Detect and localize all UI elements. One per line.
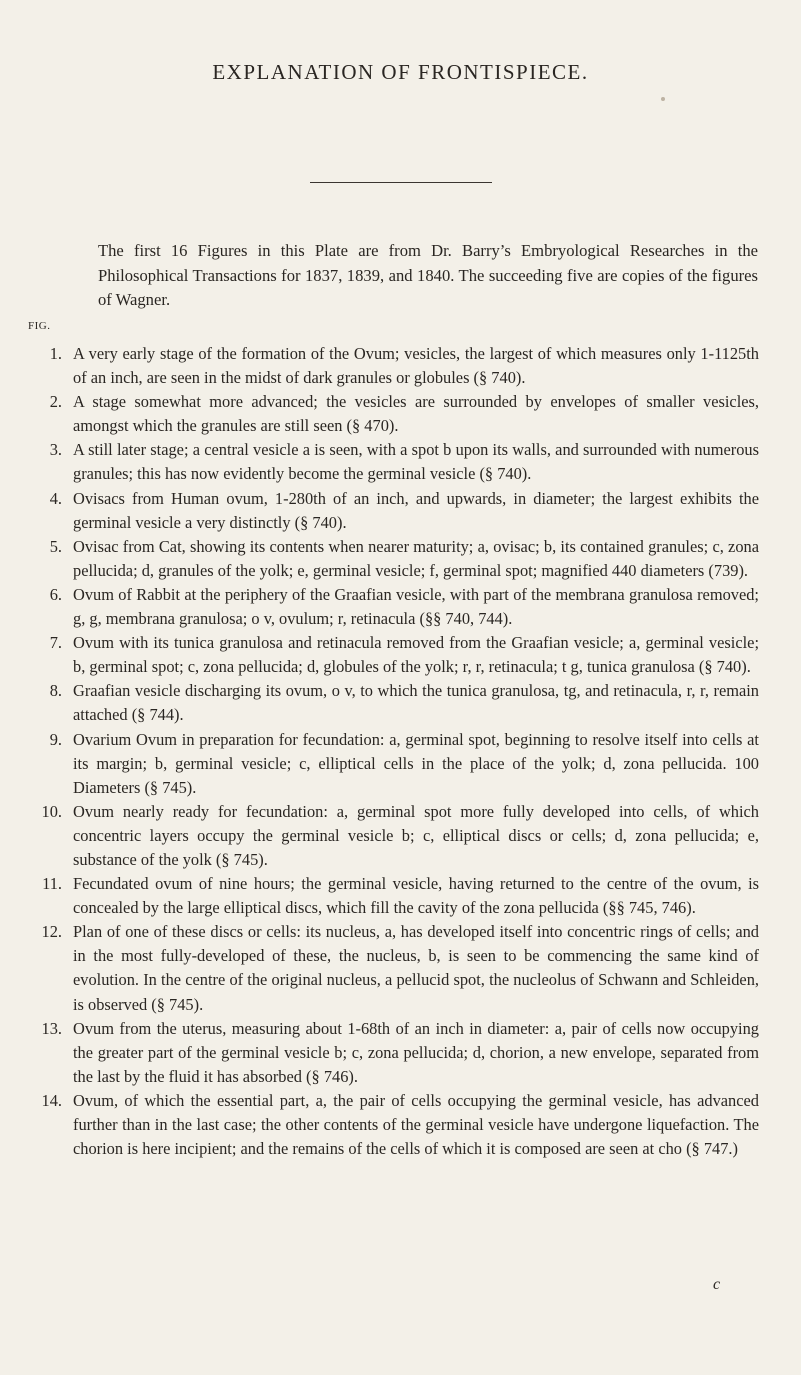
figure-description: Graafian vesicle discharging its ovum, o v, to which the tunica granulosa, tg, and retinacula, r, r, remain attached (§ 744). <box>73 681 759 725</box>
figure-description: Ovum of Rabbit at the periphery of the Graafian vesicle, with part of the membrana granulosa removed; g, g, membrana granulosa; o v, ovulum; r, retinacula (§§ 740, 744). <box>73 584 759 629</box>
ink-speck <box>661 97 665 101</box>
figure-number: 6. <box>49 584 62 604</box>
figure-entry <box>0 487 801 535</box>
figure-number: 1. <box>49 344 62 363</box>
figure-number: 11. <box>42 874 62 894</box>
figure-number: 13. <box>41 1018 62 1038</box>
figure-entry <box>0 872 801 920</box>
figure-entry <box>0 438 801 486</box>
figure-entry <box>0 920 801 1016</box>
title-rule <box>310 182 492 183</box>
figure-entry <box>0 1017 801 1089</box>
figure-number: 4. <box>49 488 62 508</box>
figure-entry <box>0 1089 801 1161</box>
figure-number: 12. <box>41 922 62 942</box>
page-title: EXPLANATION OF FRONTISPIECE. <box>212 60 589 84</box>
figure-entry <box>0 535 801 583</box>
figure-number: 2. <box>49 392 62 412</box>
figure-number: 10. <box>41 801 62 821</box>
figure-description: Ovum nearly ready for fecundation: a, germinal spot more fully developed into cells, of which concentric layers occupy the germinal vesicle b; c, elliptical discs or cells; d, zona pellucida; e, substance of the yolk (§ 745). <box>73 801 759 869</box>
figure-entry <box>0 583 801 631</box>
figure-description: Ovum, of which the essential part, a, the pair of cells occupying the germinal vesicle, has advanced further than in the last case; the other contents of the germinal vesicle have undergone liquefaction. The chorion is here incipient; and the remains of the cells of which it is composed are seen at cho (§ 747.) <box>73 1090 759 1159</box>
fig-label: FIG. <box>28 320 51 332</box>
figure-entry <box>0 631 801 679</box>
figure-description: A stage somewhat more advanced; the vesicles are surrounded by envelopes of smaller vesicles, amongst which the granules are still seen (§ 470). <box>73 392 759 436</box>
figure-number: 7. <box>49 633 62 653</box>
figure-description: Fecundated ovum of nine hours; the germinal vesicle, having returned to the centre of the ovum, is concealed by the large elliptical discs, which fill the cavity of the zona pellucida (§§ 745, 746). <box>73 874 759 918</box>
intro-paragraph: The first 16 Figures in this Plate are from Dr. Barry’s Embryological Researches in the Philosophical Transactions for 1837, 1839, and 1840. The succeeding five are copies of the figures of Wagner. <box>98 241 758 309</box>
figure-description: Ovisac from Cat, showing its contents when nearer maturity; a, ovisac; b, its contained granules; c, zona pellucida; d, granules of the yolk; e, germinal vesicle; f, germinal spot; magnified 440 diameters (739). <box>73 536 759 580</box>
figure-number: 14. <box>41 1090 62 1110</box>
figure-entry <box>0 728 801 800</box>
figure-description: Plan of one of these discs or cells: its nucleus, a, has developed itself into concentric rings of cells; and in the most fully-developed of these, the nucleus, b, is seen to be commencing the same kind of evolution. In the centre of the original nucleus, a pellucid spot, the nucleolus of Schwann and Schleiden, is observed (§ 745). <box>73 922 759 1014</box>
figure-description: Ovarium Ovum in preparation for fecundation: a, germinal spot, beginning to resolve itself into cells at its margin; b, germinal vesicle; c, elliptical cells in the place of the yolk; d, zona pellucida. 100 Diameters (§ 745). <box>73 729 759 797</box>
figure-number: 8. <box>49 681 62 701</box>
figure-entry <box>0 800 801 872</box>
figure-description: Ovum with its tunica granulosa and retinacula removed from the Graafian vesicle; a, germinal vesicle; b, germinal spot; c, zona pellucida; d, globules of the yolk; r, r, retinacula; t g, tunica granulosa (§ 740). <box>73 633 759 677</box>
figure-description: A still later stage; a central vesicle a is seen, with a spot b upon its walls, and surrounded with numerous granules; this has now evidently become the germinal vesicle (§ 740). <box>73 440 759 484</box>
figure-entry <box>0 342 801 390</box>
figure-description: Ovum from the uterus, measuring about 1-68th of an inch in diameter: a, pair of cells now occupying the greater part of the germinal vesicle b; c, zona pellucida; d, chorion, a new envelope, separated from the last by the fluid it has absorbed (§ 746). <box>73 1018 759 1086</box>
figure-entry <box>0 390 801 438</box>
figure-number: 5. <box>49 536 62 556</box>
figure-description: A very early stage of the formation of the Ovum; vesicles, the largest of which measures only 1-1125th of an inch, are seen in the midst of dark granules or globules (§ 740). <box>73 344 759 388</box>
signature-mark: c <box>713 1276 721 1293</box>
figure-entry <box>0 679 801 727</box>
figure-number: 3. <box>49 440 62 460</box>
figure-number: 9. <box>49 729 62 749</box>
figure-description: Ovisacs from Human ovum, 1-280th of an inch, and upwards, in diameter; the largest exhibits the germinal vesicle a very distinctly (§ 740). <box>73 488 759 532</box>
figure-list <box>0 342 801 1161</box>
